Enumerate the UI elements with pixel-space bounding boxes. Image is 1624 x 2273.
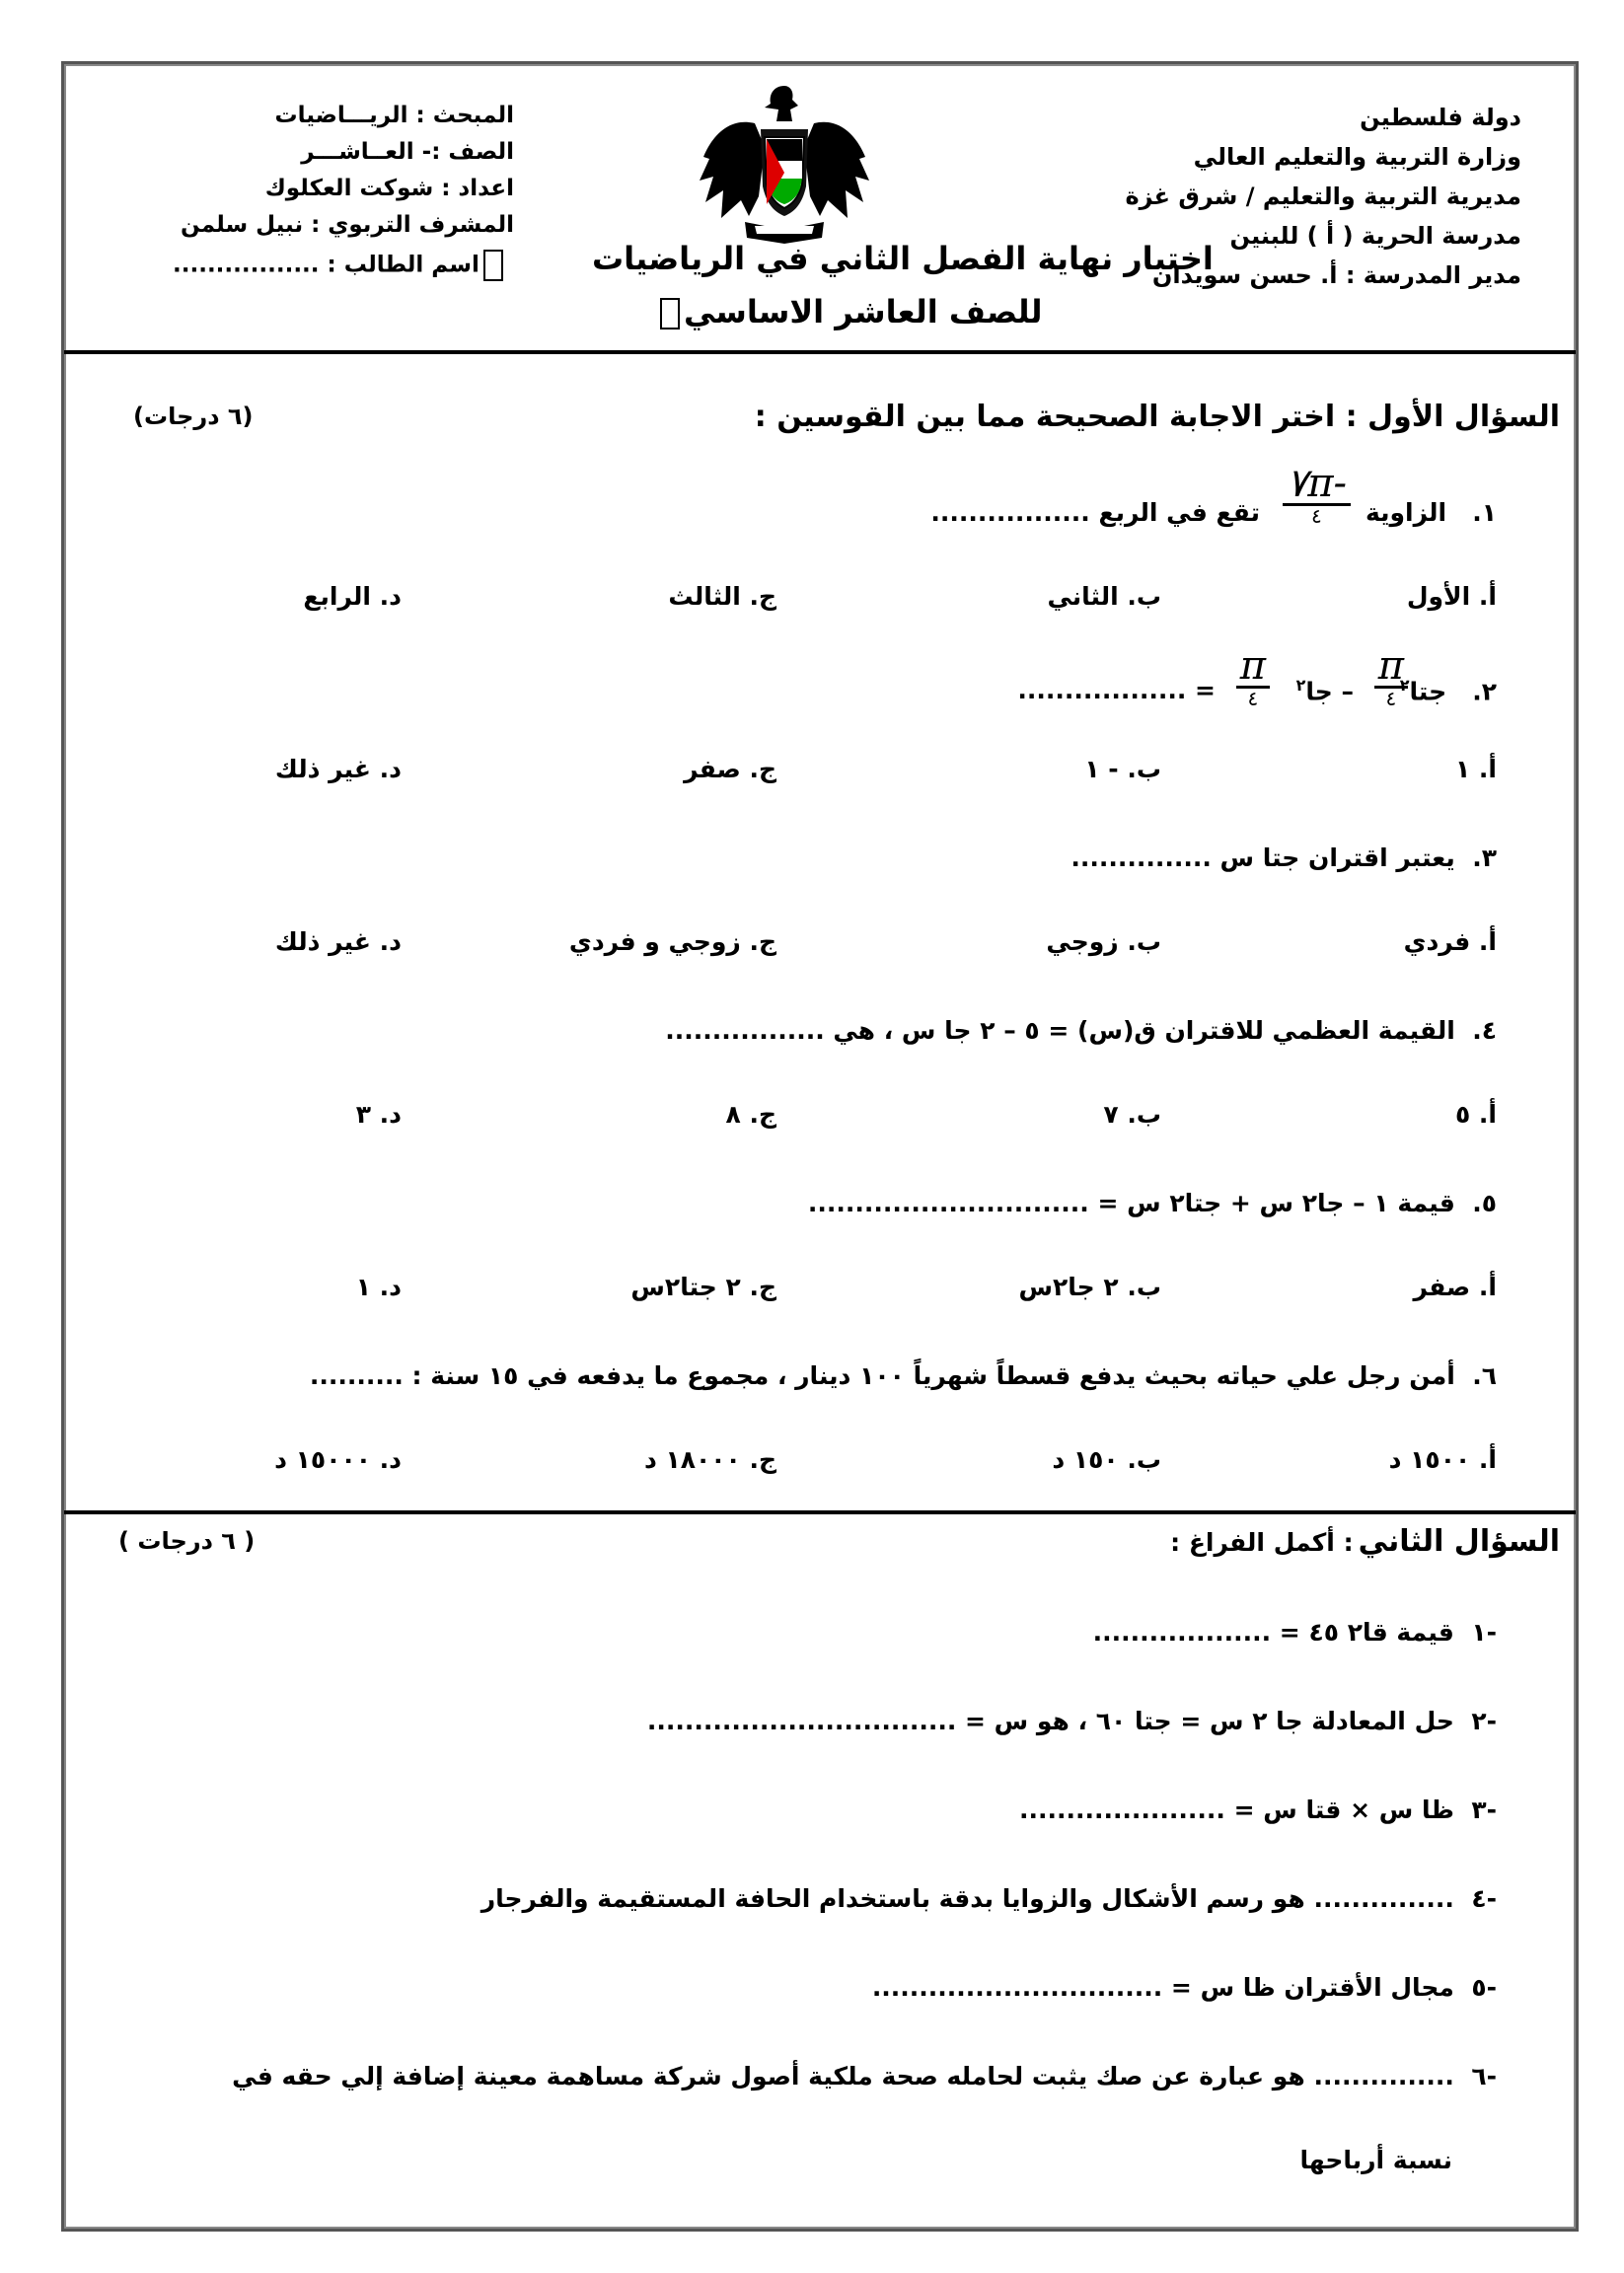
option-c[interactable]: ج. ٨ (725, 1100, 776, 1129)
palestine-eagle-emblem-icon (696, 78, 873, 256)
q1-item-1-rest: تقع في الربع ................. (930, 498, 1260, 527)
subject-info (181, 98, 514, 244)
q1-item-6: ٦. أمن رجل علي حياته بحيث يدفع قسطاً شهرياً ١٠٠ دينار ، مجموع ما يدفعه في ١٥ سنة : .......... (309, 1361, 1497, 1390)
option-d[interactable]: د. الرابع (303, 582, 402, 611)
option-d[interactable]: د. ١ (355, 1273, 402, 1301)
q2-item-6: -٦ ............... هو عبارة عن صك يثبت لحامله صحة ملكية أصول شركة مساهمة معينة إضافة إلي حقه في (232, 2062, 1497, 2090)
option-b[interactable]: ب. الثاني (1047, 582, 1161, 611)
exam-subtitle: للصف العاشر الاساسي (656, 293, 1043, 330)
q1-item-1: ١. الزاوية (1365, 498, 1497, 527)
item-number: ١. (1472, 498, 1497, 527)
q1-item-3: ٣. يعتبر اقتران جتا س ............... (1070, 843, 1497, 872)
option-b[interactable]: ب. زوجي (1046, 927, 1161, 956)
state-name: دولة فلسطين (1360, 104, 1521, 131)
q2-item-4: -٤ ............... هو رسم الأشكال والزوايا بدقة باستخدام الحافة المستقيمة والفرجار (480, 1884, 1497, 1913)
q2-item-2: -٢ حل المعادلة جا ٢ س = جتا ٦٠ ، هو س = ................................. (646, 1707, 1497, 1735)
option-d[interactable]: د. غير ذلك (274, 755, 402, 783)
q2-item-6-continuation: نسبة أرباحها (1299, 2146, 1452, 2174)
option-d[interactable]: د. ١٥٠٠٠ د (274, 1445, 402, 1474)
q1-item-2-rest: = .................. (1017, 676, 1216, 704)
directorate-name: مديرية التربية والتعليم / شرق غزة (1125, 183, 1521, 210)
exam-title: اختبار نهاية الفصل الثاني في الرياضيات (592, 240, 1214, 277)
option-c[interactable]: ج. صفر (684, 755, 776, 783)
q1-marks: (٦ درجات) (133, 403, 254, 430)
option-a[interactable]: أ. ٥ (1454, 1100, 1497, 1129)
q1-heading: السؤال الأول : اختر الاجابة الصحيحة مما بين القوسين : (754, 400, 1560, 434)
q2-item-1: -١ قيمة قا٢ ٤٥ = ................... (1092, 1618, 1497, 1647)
q2-item-5: -٥ مجال الأقتران ظا س = ............................... (871, 1973, 1497, 2002)
header-divider (64, 350, 1576, 354)
exam-page (61, 61, 1579, 2232)
option-a[interactable]: أ. فردي (1403, 927, 1497, 956)
student-name-field[interactable]: اسم الطالب : ................. (173, 250, 507, 281)
option-a[interactable]: أ. صفر (1413, 1273, 1497, 1301)
option-b[interactable]: ب. - ١ (1084, 755, 1161, 783)
principal-name: مدير المدرسة : أ. حسن سويدان (1151, 261, 1521, 289)
option-d[interactable]: د. غير ذلك (274, 927, 402, 956)
minus-sin: – جا$^٢$ (1295, 676, 1354, 706)
q1-item-4: ٤. القيمة العظمي للاقتران ق(س) = ٥ – ٢ جا س ، هي ................. (665, 1016, 1497, 1045)
option-c[interactable]: ج. ١٨٠٠٠ د (643, 1445, 776, 1474)
section-divider (64, 1510, 1576, 1514)
author-line: اعداد : شوكت العكلوك (264, 176, 515, 201)
option-a[interactable]: أ. الأول (1406, 582, 1497, 611)
q2-marks: ( ٦ درجات ) (118, 1527, 256, 1555)
q2-heading: السؤال الثاني : أكمل الفراغ : (1170, 1524, 1560, 1559)
q1-item-2: ٢. جتا$^٢$ (1399, 676, 1497, 706)
option-c[interactable]: ج. ٢ جتا٢س (630, 1273, 776, 1301)
option-d[interactable]: د. ٣ (355, 1100, 402, 1129)
option-c[interactable]: ج. الثالث (668, 582, 776, 611)
option-a[interactable]: أ. ١ (1454, 755, 1497, 783)
option-a[interactable]: أ. ١٥٠٠ د (1388, 1445, 1497, 1474)
option-b[interactable]: ب. ٧ (1103, 1100, 1161, 1129)
pi-fraction-2: $\frac{\pi}{٤}$ (1236, 646, 1270, 708)
angle-fraction: $\frac{-٧\pi}{٤}$ (1283, 464, 1351, 526)
ministry-name: وزارة التربية والتعليم العالي (1193, 143, 1521, 171)
q2-item-3: -٣ ظا س × قتا س = ...................... (1018, 1796, 1497, 1824)
option-b[interactable]: ب. ٢ جا٢س (1018, 1273, 1161, 1301)
q1-item-5: ٥. قيمة ١ – جا٢ س + جتا٢ س = .............................. (807, 1189, 1497, 1217)
checkbox-icon (660, 298, 680, 330)
grade-line: الصف :- العــاشـــر (301, 139, 515, 165)
option-c[interactable]: ج. زوجي و فردي (568, 927, 776, 956)
option-b[interactable]: ب. ١٥٠ د (1052, 1445, 1161, 1474)
subject-line: المبحث : الريـــاضيات (274, 103, 515, 128)
supervisor-line: المشرف التربوي : نبيل سلمن (181, 212, 515, 238)
checkbox-icon (483, 250, 503, 281)
pi-fraction-1: $\frac{\pi}{٤}$ (1374, 646, 1408, 708)
school-name: مدرسة الحرية ( أ ) للبنين (1229, 222, 1521, 250)
